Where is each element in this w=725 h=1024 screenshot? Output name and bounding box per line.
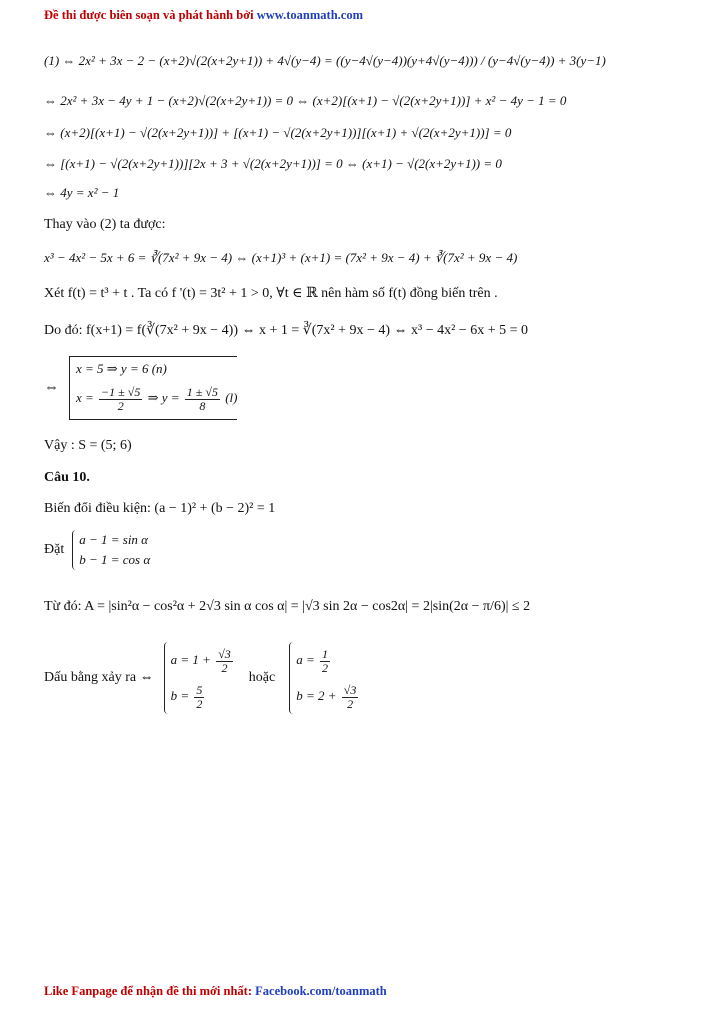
case-2-row-2 xyxy=(296,678,360,714)
case-1-a-denominator: 2 xyxy=(221,660,228,675)
header-site-link[interactable]: www.toanmath.com xyxy=(256,8,363,22)
fraction-x-denominator: 2 xyxy=(117,398,124,413)
case-1-b-denominator: 2 xyxy=(196,696,203,711)
case-1-a-numerator: √3 xyxy=(218,646,231,661)
row2-y-label: ⇒ y = xyxy=(147,390,180,405)
or-label: hoặc xyxy=(248,670,276,685)
equality-label: Dấu bằng xảy ra ⇔ xyxy=(44,670,154,685)
case-1-row-2-label: b = xyxy=(170,688,190,703)
case-1-row-1-label: a = 1 + xyxy=(170,652,211,667)
case-1-fraction-a xyxy=(216,648,233,675)
row2-x-label: x = xyxy=(76,390,94,405)
page-header xyxy=(44,8,363,23)
fraction-y-denominator: 8 xyxy=(199,398,206,413)
text-therefore: Do đó: f(x+1) = f(∛(7x² + 9x − 4)) ⇔ x + 1 = ∛(7x² + 9x − 4) ⇔ x³ − 4x² − 6x + 5 = 0 xyxy=(44,323,528,338)
case-1-row-2 xyxy=(171,678,235,714)
case-2-fraction-b xyxy=(342,684,359,711)
fraction-x-numerator: −1 ± √5 xyxy=(101,384,141,399)
equation-line-4: ⇔ [(x+1) − √(2(x+2y+1))][2x + 3 + √(2(x+2y+1))] = 0 ⇔ (x+1) − √(2(x+2y+1)) = 0 xyxy=(44,156,502,171)
case-2-a-denominator: 2 xyxy=(322,660,328,675)
footer-facebook-link[interactable]: Facebook.com/toanmath xyxy=(255,984,387,998)
set-row-1: a − 1 = sin α xyxy=(79,532,149,547)
question-10-heading: Câu 10. xyxy=(44,470,90,485)
page-footer xyxy=(44,984,387,999)
case-1-fraction-b xyxy=(194,684,204,711)
case-2-fraction-a xyxy=(320,648,330,675)
header-text: Đề thi được biên soạn và phát hành bởi xyxy=(44,8,257,22)
equation-line-5: ⇔ 4y = x² − 1 xyxy=(44,185,120,200)
equality-cases xyxy=(44,642,360,714)
fraction-x xyxy=(99,386,142,413)
case-1-b-numerator: 5 xyxy=(196,682,203,697)
equivalence-symbol: ⇔ xyxy=(44,379,59,396)
text-from-that: Từ đó: A = |sin²α − cos²α + 2√3 sin α cos α| = |√3 sin 2α − cos2α| = 2|sin(2α − π/6)| ≤ 2 xyxy=(44,599,531,614)
set-row-2: b − 1 = cos α xyxy=(79,552,151,567)
equation-line-7: x³ − 4x² − 5x + 6 = ∛(7x² + 9x − 4) ⇔ (x+1)³ + (x+1) = (7x² + 9x − 4) + ∛(7x² + 9x − 4) xyxy=(44,250,518,265)
brace-system-set xyxy=(72,530,150,570)
solution-system xyxy=(44,356,237,420)
case-2-row-1 xyxy=(296,642,360,678)
bracket-system xyxy=(69,356,237,420)
text-consider-function: Xét f(t) = t³ + t . Ta có f '(t) = 3t² + 1 > 0, ∀t ∈ ℝ nên hàm số f(t) đồng biến trên . xyxy=(44,286,498,301)
system-row-2 xyxy=(76,379,237,417)
equation-line-3: ⇔ (x+2)[(x+1) − √(2(x+2y+1))] + [(x+1) − √(2(x+2y+1))][(x+1) + √(2(x+2y+1))] = 0 xyxy=(44,125,512,140)
fraction-y-numerator: 1 ± √5 xyxy=(186,384,218,399)
case-2-a-numerator: 1 xyxy=(322,646,328,661)
substitution-system xyxy=(44,530,150,570)
case-2-row-1-label: a = xyxy=(296,652,315,667)
case-1-system xyxy=(164,642,235,714)
text-transform-condition: Biến đổi điều kiện: (a − 1)² + (b − 2)² = 1 xyxy=(44,501,276,516)
footer-text: Like Fanpage để nhận đề thi mới nhất: xyxy=(44,984,256,998)
case-2-system xyxy=(289,642,360,714)
system-row-1: x = 5 ⇒ y = 6 (n) xyxy=(76,361,167,376)
case-1-row-1 xyxy=(171,642,235,678)
set-label: Đặt xyxy=(44,542,65,557)
fraction-y xyxy=(185,386,220,413)
case-2-b-denominator: 2 xyxy=(347,696,354,711)
case-2-b-numerator: √3 xyxy=(343,682,357,697)
row2-note: (l) xyxy=(225,390,238,405)
case-2-row-2-label: b = 2 + xyxy=(296,688,337,703)
equation-line-2: ⇔ 2x² + 3x − 4y + 1 − (x+2)√(2(x+2y+1)) = 0 ⇔ (x+2)[(x+1) − √(2(x+2y+1))] + x² − 4y − 1 = 0 xyxy=(44,93,567,108)
text-substitute: Thay vào (2) ta được: xyxy=(44,217,166,232)
equation-line-1: (1) ⇔ 2x² + 3x − 2 − (x+2)√(2(x+2y+1)) + 4√(y−4) = ((y−4√(y−4))(y+4√(y−4))) / (y−4√(y−4)) + 3(y−1) xyxy=(44,53,606,68)
text-conclusion: Vậy : S = (5; 6) xyxy=(44,438,132,453)
